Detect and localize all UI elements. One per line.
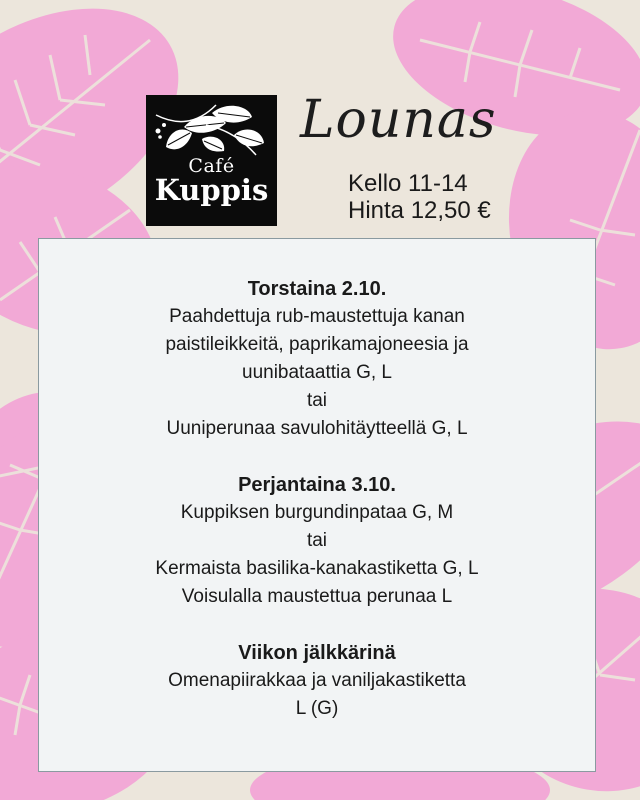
thursday-or-text: tai xyxy=(306,390,328,411)
lunch-price: Hinta 12,50 € xyxy=(348,197,491,224)
friday-dish-line: Kuppiksen burgundinpataa G, M xyxy=(180,502,454,523)
menu-card xyxy=(38,238,596,772)
friday-heading: Perjantaina 3.10. xyxy=(238,474,396,496)
dessert-heading: Viikon jälkkärinä xyxy=(238,642,396,664)
dessert-line: L (G) xyxy=(295,698,339,719)
thursday-dish-line: paistileikkeitä, paprikamajoneesia ja xyxy=(165,334,469,355)
logo-kuppis-text: Kuppis xyxy=(154,173,269,207)
cafe-kuppis-logo xyxy=(146,95,277,226)
thursday-dish-line: Uuniperunaa savulohitäytteellä G, L xyxy=(166,418,468,439)
thursday-dish-line: Paahdettuja rub-maustettuja kanan xyxy=(169,306,465,327)
thursday-heading: Torstaina 2.10. xyxy=(247,278,387,300)
friday-or-text: tai xyxy=(306,530,328,551)
page-title: Lounas xyxy=(300,90,497,150)
friday-dish-line: Voisulalla maustettua perunaa L xyxy=(181,586,453,607)
menu-content xyxy=(39,275,595,723)
dessert-line: Omenapiirakkaa ja vaniljakastiketta xyxy=(168,670,466,691)
thursday-dish-line: uunibataattia G, L xyxy=(242,362,392,383)
logo-cafe-text: Café xyxy=(188,155,235,177)
opening-hours: Kello 11-14 xyxy=(348,170,468,197)
friday-dish-line: Kermaista basilika-kanakastiketta G, L xyxy=(155,558,479,579)
